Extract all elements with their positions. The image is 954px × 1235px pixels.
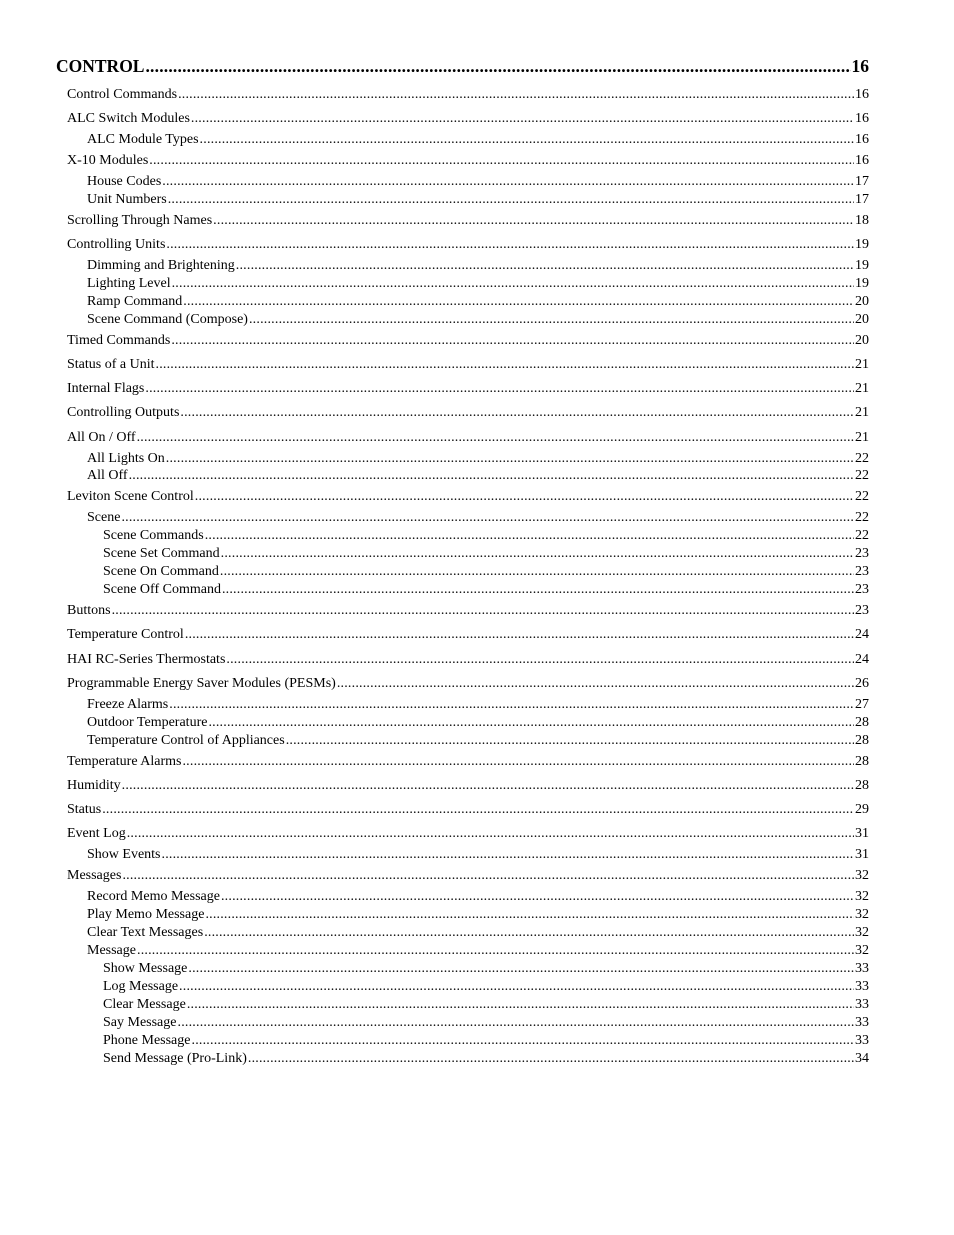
toc-entry-page-number: 16 xyxy=(851,58,869,76)
dot-leader xyxy=(127,827,854,841)
toc-entry[interactable] xyxy=(103,1052,869,1066)
toc-entry-title: Buttons xyxy=(67,604,111,618)
toc-entry-page-number: 20 xyxy=(855,334,869,348)
toc-entry-page-number: 23 xyxy=(855,604,869,618)
toc-entry[interactable] xyxy=(67,382,869,396)
toc-entry-title: Scene Command (Compose) xyxy=(87,313,248,327)
toc-entry-page-number: 26 xyxy=(855,677,869,691)
toc-entry[interactable] xyxy=(67,677,869,691)
toc-entry[interactable] xyxy=(67,238,869,252)
toc-entry-title: Show Events xyxy=(87,848,161,862)
dot-leader xyxy=(129,469,854,483)
toc-entry-page-number: 17 xyxy=(855,193,869,207)
toc-entry-page-number: 19 xyxy=(855,277,869,291)
dot-leader xyxy=(149,154,854,168)
toc-entry-page-number: 27 xyxy=(855,698,869,712)
dot-leader xyxy=(121,511,854,525)
dot-leader xyxy=(102,803,854,817)
toc-entry-title: ALC Switch Modules xyxy=(67,112,190,126)
dot-leader xyxy=(162,848,855,862)
toc-entry[interactable] xyxy=(67,358,869,372)
toc-entry-title: Temperature Control of Appliances xyxy=(87,734,285,748)
toc-entry[interactable] xyxy=(67,431,869,445)
toc-entry-title: Scene Off Command xyxy=(103,583,221,597)
toc-entry-title: All On / Off xyxy=(67,431,136,445)
toc-entry-title: Temperature Alarms xyxy=(67,755,182,769)
toc-entry-title: Temperature Control xyxy=(67,628,184,642)
toc-entry[interactable] xyxy=(87,175,869,189)
toc-entry-page-number: 32 xyxy=(855,926,869,940)
toc-entry[interactable] xyxy=(103,980,869,994)
toc-entry-page-number: 23 xyxy=(855,565,869,579)
toc-entry[interactable] xyxy=(87,193,869,207)
toc-entry-page-number: 32 xyxy=(855,908,869,922)
toc-entry[interactable] xyxy=(87,313,869,327)
dot-leader xyxy=(221,890,854,904)
toc-entry-title: Status xyxy=(67,803,102,817)
toc-entry[interactable] xyxy=(87,890,869,904)
toc-entry[interactable] xyxy=(67,653,869,667)
dot-leader xyxy=(192,1034,855,1048)
toc-entry-title: Clear Text Messages xyxy=(87,926,204,940)
toc-entry-page-number: 18 xyxy=(855,214,869,228)
toc-entry-page-number: 19 xyxy=(855,259,869,273)
toc-entry-title: HAI RC-Series Thermostats xyxy=(67,653,226,667)
toc-entry[interactable] xyxy=(67,334,869,348)
toc-entry-title: Freeze Alarms xyxy=(87,698,169,712)
toc-entry[interactable] xyxy=(67,154,869,168)
dot-leader xyxy=(205,908,854,922)
toc-entry-title: Record Memo Message xyxy=(87,890,220,904)
dot-leader xyxy=(213,214,854,228)
toc-entry-title: Controlling Units xyxy=(67,238,166,252)
toc-entry[interactable] xyxy=(67,628,869,642)
dot-leader xyxy=(122,779,854,793)
dot-leader xyxy=(166,238,854,252)
toc-entry-title: CONTROL xyxy=(56,58,145,76)
toc-entry-page-number: 24 xyxy=(855,653,869,667)
toc-entry-page-number: 33 xyxy=(855,1016,869,1030)
dot-leader xyxy=(222,583,854,597)
dot-leader xyxy=(205,529,854,543)
toc-entry-title: Show Message xyxy=(103,962,188,976)
toc-entry-page-number: 34 xyxy=(855,1052,869,1066)
dot-leader xyxy=(204,926,854,940)
toc-entry[interactable] xyxy=(87,259,869,273)
toc-entry-page-number: 23 xyxy=(855,547,869,561)
toc-entry[interactable] xyxy=(67,112,869,126)
toc-entry[interactable] xyxy=(67,827,869,841)
toc-entry-page-number: 33 xyxy=(855,1034,869,1048)
toc-entry-title: Scrolling Through Names xyxy=(67,214,213,228)
toc-entry-page-number: 21 xyxy=(855,406,869,420)
dot-leader xyxy=(122,869,854,883)
toc-entry-title: Controlling Outputs xyxy=(67,406,180,420)
toc-entry-page-number: 29 xyxy=(855,803,869,817)
dot-leader xyxy=(162,175,854,189)
dot-leader xyxy=(145,382,854,396)
toc-entry-title: Log Message xyxy=(103,980,179,994)
toc-entry[interactable] xyxy=(87,511,869,525)
dot-leader xyxy=(208,716,854,730)
toc-entry-title: Messages xyxy=(67,869,122,883)
toc-entry-page-number: 22 xyxy=(855,469,869,483)
dot-leader xyxy=(221,547,854,561)
toc-entry[interactable] xyxy=(87,926,869,940)
toc-entry[interactable] xyxy=(67,869,869,883)
toc-entry[interactable] xyxy=(87,848,869,862)
toc-entry-title: Message xyxy=(87,944,136,958)
toc-entry[interactable] xyxy=(67,803,869,817)
dot-leader xyxy=(182,755,854,769)
dot-leader xyxy=(191,112,854,126)
toc-entry-page-number: 16 xyxy=(855,88,869,102)
toc-entry-title: X-10 Modules xyxy=(67,154,149,168)
toc-entry-page-number: 19 xyxy=(855,238,869,252)
toc-entry[interactable] xyxy=(87,716,869,730)
toc-entry-page-number: 28 xyxy=(855,779,869,793)
toc-entry-page-number: 22 xyxy=(855,452,869,466)
dot-leader xyxy=(236,259,854,273)
toc-entry[interactable] xyxy=(87,734,869,748)
toc-entry[interactable] xyxy=(87,277,869,291)
dot-leader xyxy=(156,358,855,372)
toc-entry[interactable] xyxy=(87,295,869,309)
dot-leader xyxy=(249,313,854,327)
toc-entry-page-number: 22 xyxy=(855,529,869,543)
toc-entry[interactable] xyxy=(87,908,869,922)
toc-entry-page-number: 20 xyxy=(855,295,869,309)
toc-entry-title: Scene xyxy=(87,511,121,525)
toc-entry-title: Dimming and Brightening xyxy=(87,259,235,273)
dot-leader xyxy=(178,1016,855,1030)
toc-entry-title: Scene Commands xyxy=(103,529,204,543)
toc-entry[interactable] xyxy=(87,452,869,466)
toc-chapter-entry[interactable] xyxy=(56,58,869,76)
toc-entry[interactable] xyxy=(103,1016,869,1030)
dot-leader xyxy=(183,295,854,309)
dot-leader xyxy=(169,698,854,712)
toc-entry[interactable] xyxy=(103,583,869,597)
dot-leader xyxy=(185,628,854,642)
toc-entry-page-number: 32 xyxy=(855,944,869,958)
toc-entry-page-number: 21 xyxy=(855,431,869,445)
dot-leader xyxy=(178,88,854,102)
dot-leader xyxy=(200,133,854,147)
toc-entry[interactable] xyxy=(87,469,869,483)
toc-entry-page-number: 28 xyxy=(855,734,869,748)
dot-leader xyxy=(220,565,854,579)
toc-entry[interactable] xyxy=(67,406,869,420)
toc-entry[interactable] xyxy=(67,88,869,102)
toc-entry-page-number: 22 xyxy=(855,490,869,504)
dot-leader xyxy=(137,431,854,445)
dot-leader xyxy=(337,677,854,691)
dot-leader xyxy=(226,653,854,667)
toc-entry[interactable] xyxy=(67,214,869,228)
toc-entry-title: Leviton Scene Control xyxy=(67,490,194,504)
toc-entry-title: Scene On Command xyxy=(103,565,219,579)
dot-leader xyxy=(188,962,854,976)
toc-entry-title: Status of a Unit xyxy=(67,358,155,372)
toc-entry[interactable] xyxy=(103,547,869,561)
toc-entry[interactable] xyxy=(103,565,869,579)
toc-entry-title: Internal Flags xyxy=(67,382,145,396)
toc-entry-title: All Lights On xyxy=(87,452,165,466)
toc-entry-page-number: 17 xyxy=(855,175,869,189)
toc-entry[interactable] xyxy=(103,1034,869,1048)
toc-entry-page-number: 32 xyxy=(855,869,869,883)
toc-entry-page-number: 31 xyxy=(855,848,869,862)
toc-entry[interactable] xyxy=(67,490,869,504)
dot-leader xyxy=(248,1052,854,1066)
toc-entry-title: Unit Numbers xyxy=(87,193,167,207)
dot-leader xyxy=(179,980,854,994)
toc-entry-title: Control Commands xyxy=(67,88,178,102)
toc-entry-title: Clear Message xyxy=(103,998,186,1012)
toc-entry-page-number: 23 xyxy=(855,583,869,597)
toc-entry[interactable] xyxy=(67,604,869,618)
toc-entry-page-number: 21 xyxy=(855,358,869,372)
toc-entry[interactable] xyxy=(103,529,869,543)
toc-entry-page-number: 16 xyxy=(855,112,869,126)
toc-entry-page-number: 33 xyxy=(855,980,869,994)
toc-entry-title: Say Message xyxy=(103,1016,177,1030)
toc-entry-page-number: 16 xyxy=(855,133,869,147)
toc-entry-title: Lighting Level xyxy=(87,277,171,291)
toc-entry-page-number: 33 xyxy=(855,998,869,1012)
toc-entry-title: ALC Module Types xyxy=(87,133,199,147)
toc-entry-page-number: 21 xyxy=(855,382,869,396)
dot-leader xyxy=(166,452,854,466)
dot-leader xyxy=(195,490,854,504)
toc-entry[interactable] xyxy=(103,998,869,1012)
toc-entry-title: Phone Message xyxy=(103,1034,191,1048)
toc-entry-page-number: 24 xyxy=(855,628,869,642)
dot-leader xyxy=(172,277,854,291)
toc-entry-page-number: 20 xyxy=(855,313,869,327)
dot-leader xyxy=(286,734,854,748)
dot-leader xyxy=(168,193,854,207)
toc-entry-title: Play Memo Message xyxy=(87,908,205,922)
toc-entry[interactable] xyxy=(87,133,869,147)
toc-entry-title: Programmable Energy Saver Modules (PESMs) xyxy=(67,677,336,691)
toc-entry-page-number: 32 xyxy=(855,890,869,904)
toc-entry-page-number: 31 xyxy=(855,827,869,841)
dot-leader xyxy=(145,58,850,76)
dot-leader xyxy=(180,406,854,420)
toc-entry-page-number: 16 xyxy=(855,154,869,168)
toc-entry-title: Ramp Command xyxy=(87,295,183,309)
toc-entry-title: All Off xyxy=(87,469,128,483)
toc-entry[interactable] xyxy=(103,962,869,976)
toc-entry-title: Scene Set Command xyxy=(103,547,220,561)
toc-entry-title: Event Log xyxy=(67,827,126,841)
toc-entry-page-number: 22 xyxy=(855,511,869,525)
toc-entry-title: Send Message (Pro-Link) xyxy=(103,1052,247,1066)
toc-entry[interactable] xyxy=(87,698,869,712)
toc-entry[interactable] xyxy=(67,755,869,769)
dot-leader xyxy=(112,604,854,618)
dot-leader xyxy=(187,998,854,1012)
toc-entry-title: Humidity xyxy=(67,779,121,793)
toc-entry[interactable] xyxy=(87,944,869,958)
toc-entry-title: House Codes xyxy=(87,175,162,189)
toc-entry-page-number: 33 xyxy=(855,962,869,976)
toc-entry[interactable] xyxy=(67,779,869,793)
toc-entry-title: Timed Commands xyxy=(67,334,171,348)
toc-entry-title: Outdoor Temperature xyxy=(87,716,208,730)
toc-entry-page-number: 28 xyxy=(855,716,869,730)
toc-entry-page-number: 28 xyxy=(855,755,869,769)
dot-leader xyxy=(137,944,854,958)
dot-leader xyxy=(171,334,854,348)
